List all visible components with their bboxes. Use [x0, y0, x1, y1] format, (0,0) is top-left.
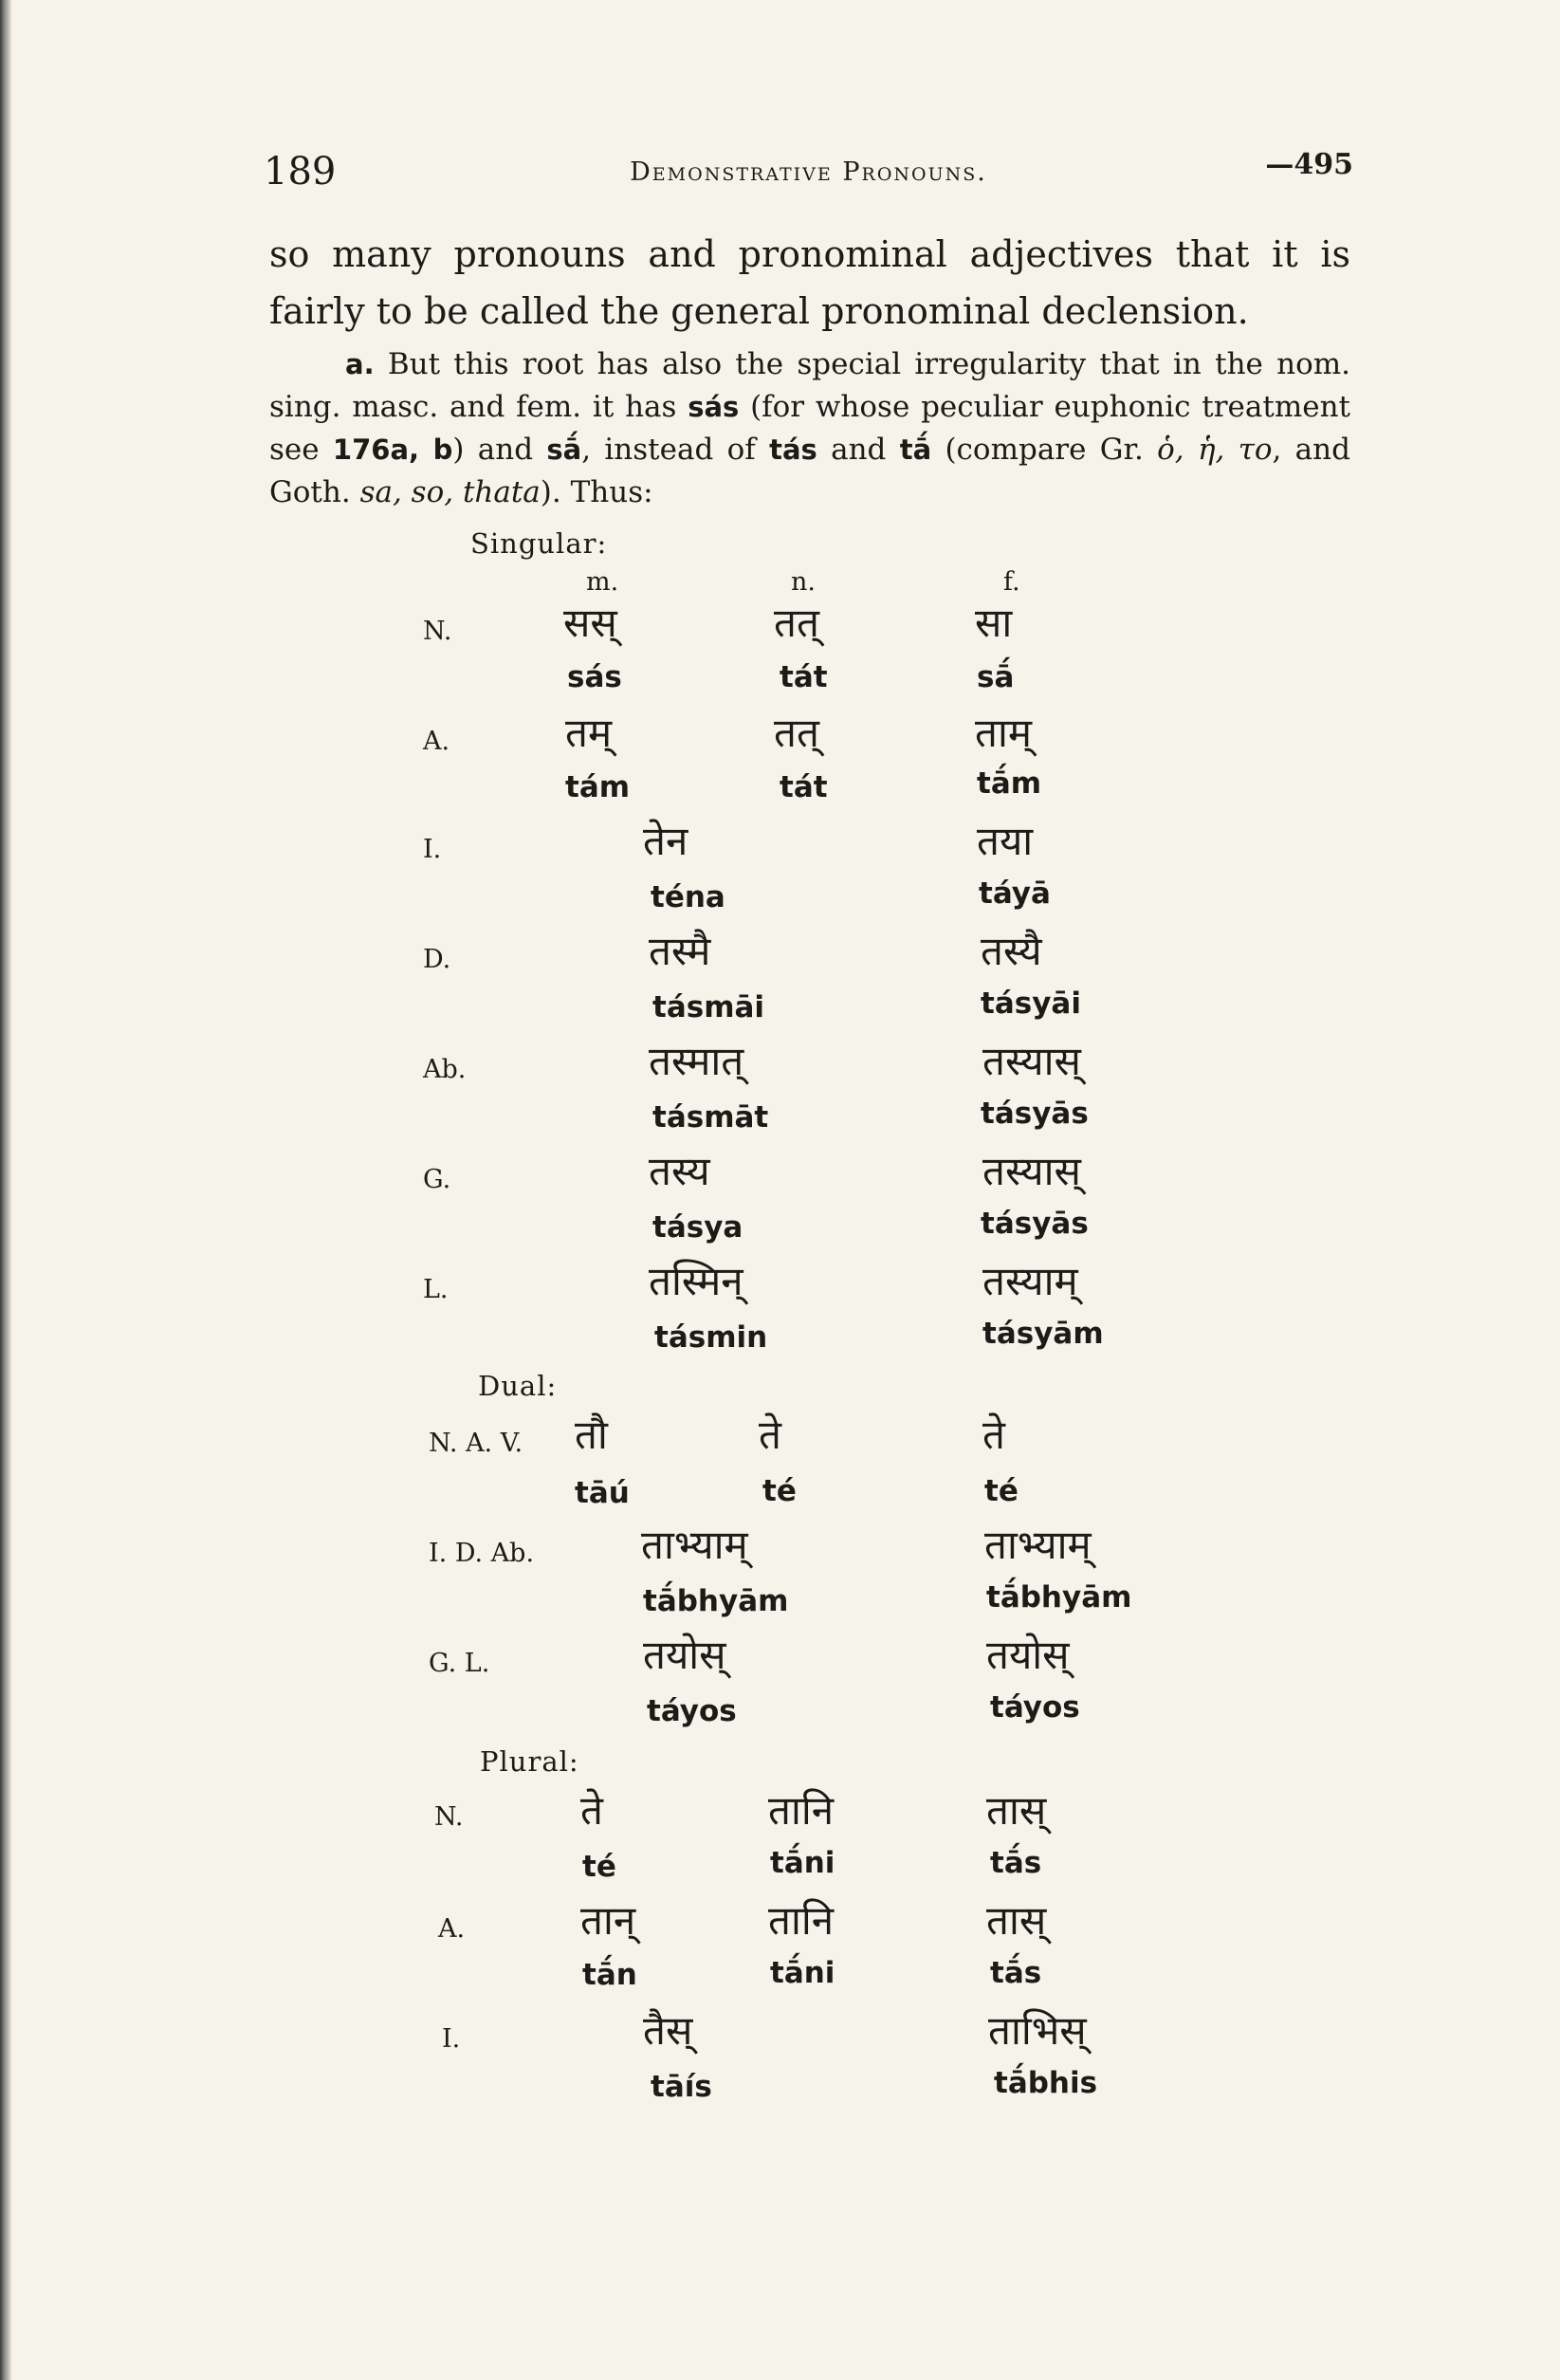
- case-label: N. A. V.: [429, 1429, 523, 1458]
- column-head-neuter: n.: [791, 567, 816, 597]
- devanagari-form: तैस्: [643, 2007, 693, 2054]
- devanagari-form: तस्मिन्: [649, 1258, 743, 1304]
- devanagari-form: तान्: [580, 1897, 636, 1944]
- paragraph-text: and: [817, 433, 900, 467]
- paragraph-text: , and Goth.: [269, 433, 1350, 509]
- devanagari-form: सस्: [563, 600, 617, 646]
- transliteration: tāís: [651, 2070, 712, 2104]
- section-reference: —495: [1265, 148, 1353, 181]
- transliteration: tā́m: [977, 766, 1042, 801]
- devanagari-form: ताभिस्: [988, 2007, 1087, 2054]
- term-tas: tás: [769, 434, 817, 466]
- devanagari-form: ताम्: [975, 710, 1032, 756]
- singular-label: Singular:: [470, 527, 608, 560]
- devanagari-form: तेन: [643, 818, 688, 864]
- transliteration: tā́s: [990, 1846, 1042, 1880]
- plural-label: Plural:: [480, 1745, 579, 1778]
- transliteration: tā́bhyām: [986, 1580, 1132, 1614]
- transliteration: sás: [567, 660, 622, 694]
- devanagari-form: तस्यास्: [982, 1038, 1081, 1084]
- paragraph-text: ). Thus:: [540, 475, 653, 509]
- devanagari-form: तयोस्: [643, 1632, 726, 1678]
- transliteration: té: [762, 1474, 797, 1508]
- devanagari-form: तया: [977, 818, 1034, 864]
- transliteration: tám: [565, 770, 631, 804]
- transliteration: tā́s: [990, 1956, 1042, 1990]
- transliteration: tásya: [652, 1210, 743, 1245]
- transliteration: té: [984, 1474, 1019, 1508]
- case-label: N.: [434, 1802, 464, 1832]
- case-label: L.: [423, 1275, 449, 1304]
- transliteration: tā́bhyām: [643, 1584, 789, 1618]
- gothic-forms: sa, so, thata: [359, 475, 541, 509]
- devanagari-form: तानि: [768, 1897, 835, 1944]
- transliteration: tā́ni: [770, 1956, 835, 1990]
- devanagari-form: ते: [580, 1787, 603, 1834]
- case-label: I.: [423, 835, 442, 864]
- devanagari-form: ताभ्याम्: [984, 1522, 1092, 1568]
- transliteration: té: [582, 1850, 616, 1884]
- devanagari-form: तस्मै: [649, 928, 711, 974]
- devanagari-form: तास्: [986, 1787, 1047, 1834]
- transliteration: tāú: [575, 1476, 630, 1510]
- case-label: I.: [442, 2024, 461, 2054]
- paragraph-text: ) and: [452, 433, 547, 467]
- devanagari-form: तत्: [774, 710, 819, 756]
- transliteration: tát: [780, 770, 828, 804]
- paragraph-a: [269, 343, 1350, 514]
- case-label: A.: [438, 1914, 466, 1944]
- column-head-feminine: f.: [1003, 567, 1020, 597]
- devanagari-form: तौ: [575, 1411, 608, 1458]
- devanagari-form: सा: [975, 600, 1013, 646]
- transliteration: tásyām: [982, 1317, 1104, 1351]
- paragraph-text: , instead of: [581, 433, 770, 467]
- running-title: Demonstrative Pronouns.: [630, 157, 987, 187]
- case-label: G. L.: [429, 1649, 490, 1678]
- term-ta: tā́: [899, 434, 932, 466]
- case-label: G.: [423, 1165, 451, 1194]
- devanagari-form: तस्याम्: [982, 1258, 1078, 1304]
- case-label: D.: [423, 945, 451, 974]
- devanagari-form: तस्यै: [981, 928, 1042, 974]
- transliteration: táyos: [647, 1694, 737, 1728]
- devanagari-form: तस्यास्: [982, 1148, 1081, 1194]
- case-label: N.: [423, 617, 452, 646]
- paragraph-1: so many pronouns and pronominal adjectives that it is fairly to be called the general pronominal declension.: [269, 233, 1350, 332]
- transliteration: tā́ni: [770, 1846, 835, 1880]
- transliteration: tásyās: [981, 1097, 1089, 1131]
- transliteration: tásyāi: [981, 987, 1081, 1021]
- devanagari-form: तम्: [565, 710, 613, 756]
- paragraph-text: (compare Gr.: [931, 433, 1158, 467]
- transliteration: tā́n: [582, 1958, 637, 1992]
- case-label: Ab.: [423, 1055, 467, 1084]
- transliteration: tásmāi: [652, 990, 765, 1024]
- transliteration: tásmāt: [652, 1100, 769, 1135]
- column-head-masculine: m.: [586, 567, 619, 597]
- devanagari-form: ताभ्याम्: [641, 1522, 748, 1568]
- devanagari-form: तास्: [986, 1897, 1047, 1944]
- transliteration: tát: [780, 660, 828, 694]
- devanagari-form: ते: [759, 1411, 781, 1458]
- transliteration: tásyās: [981, 1207, 1089, 1241]
- devanagari-form: तयोस्: [986, 1632, 1070, 1678]
- paragraph-text: (for whose peculiar euphonic treatment see: [269, 390, 1351, 467]
- devanagari-form: तस्मात्: [649, 1038, 744, 1084]
- page-header: [264, 144, 1353, 201]
- cross-reference: 176a, b: [332, 434, 453, 466]
- devanagari-form: तत्: [774, 600, 819, 646]
- transliteration: táyā: [979, 876, 1051, 911]
- dual-label: Dual:: [478, 1370, 558, 1402]
- devanagari-form: तानि: [768, 1787, 835, 1834]
- paragraph-text: But this root has also the special irregularity that in the nom. sing. masc. and fem. it has: [269, 347, 1350, 424]
- page-binding-edge: [0, 0, 11, 2380]
- transliteration: sā́: [977, 660, 1015, 694]
- transliteration: tásmin: [654, 1320, 768, 1355]
- transliteration: táyos: [990, 1690, 1080, 1725]
- case-label: I. D. Ab.: [429, 1539, 535, 1568]
- devanagari-form: तस्य: [649, 1148, 710, 1194]
- greek-forms: ὁ, ἡ, το: [1157, 433, 1273, 467]
- case-label: A.: [423, 727, 450, 756]
- transliteration: téna: [651, 880, 725, 914]
- term-sa: sā́: [546, 434, 582, 466]
- transliteration: tā́bhis: [994, 2066, 1098, 2100]
- paragraph-marker: a.: [345, 348, 375, 380]
- page-number: 189: [264, 150, 337, 194]
- devanagari-form: ते: [982, 1411, 1005, 1458]
- term-sas: sás: [688, 391, 740, 423]
